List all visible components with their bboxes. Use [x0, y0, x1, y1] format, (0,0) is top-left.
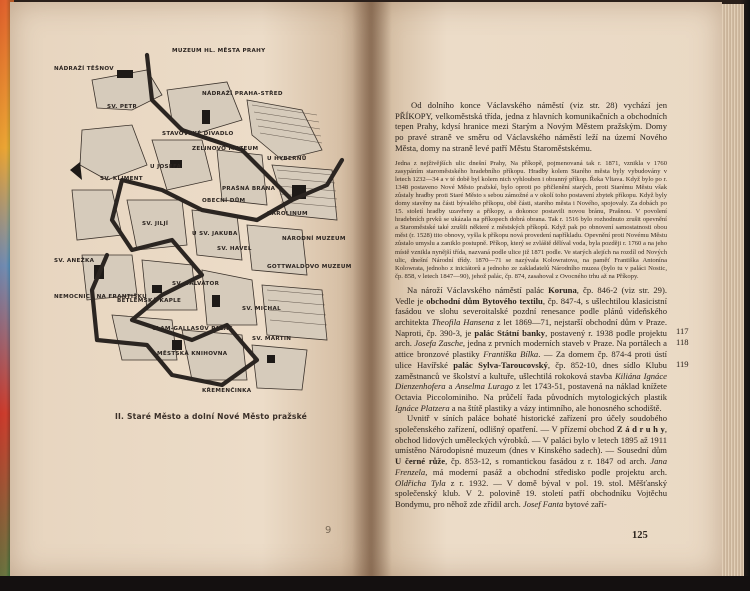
map-block: [262, 285, 327, 340]
map-label: U JOSEFA: [150, 164, 182, 170]
map-label: NÁRODNÍ MUZEUM: [282, 236, 346, 242]
map-label: OBECNÍ DŮM: [202, 198, 246, 204]
map-block: [80, 125, 147, 180]
paragraph-koruna: Na nároží Václavského náměstí palác Koruna, čp. 846-2 (viz str. 29). Vedle je obchodní dům Bytového textilu, čp. 847-4, s ušlechtilou klasicistní fasádou ve slohu severoitalské pozdní renesance podle plánů vídeňského architekta Theofila Hansena z let 1869—71, nejstarší obchodní dům v Praze. Naproti, čp. 390-3, je palác Státní banky, postavený r. 1938 podle projektu arch. Josefa Zasche, jedna z prvních moderních staveb v Praze. Na portálech a attice bronzové plastiky Františka Bílka. — Za domem čp. 874-4 proti ústí ulice Havířské palác Sylva-Taroucovský, čp. 852-10, dnes sídlo Klubu zaměstnanců ve školství a kultuře, ušlechtilá rokoková stavba Kiliána Ignáce Dienzenhofera a Anselma Lurago z let 1743-51, postavená na náklad knížete Octavia Piccolominiho. Na průčelí řada původních mytologických plastik Ignáce Platzera a na štítě plastiky a vázy intimního, ale honosného schodiště.: [395, 284, 667, 413]
map-label: NÁDRAŽÍ TĚŠNOV: [54, 66, 114, 72]
map-label: CLAM-GALLASŮV PALÁC: [152, 326, 233, 332]
margin-number: 118: [676, 337, 689, 347]
map-caption: II. Staré Město a dolní Nové Město pražské: [115, 412, 308, 421]
map-block: [217, 150, 267, 205]
map-label: KŘEMENČINKA: [202, 388, 252, 394]
map-landmark: [212, 295, 220, 307]
paragraph-intro: Od dolního konce Václavského náměstí (viz str. 28) vychází jen PŘÍKOPY, velkoměstská třída, jedna z hlavních komunikačních a obchodních tepen Prahy, kdysí hranice mezi Starým a Novým Městem pražským. Domy po pravé straně ve směru od Václavského náměstí leží na území Nového Města, domy na straně levé patří Městu Staroměstskému.: [395, 100, 667, 153]
map-label: U SV. JAKUBA: [192, 231, 238, 237]
map-label: STAVOVSKÉ DIVADLO: [162, 131, 234, 137]
map-label: PRAŠNÁ BRÁNA: [222, 186, 276, 192]
map-label: SV. SALVÁTOR: [172, 281, 220, 287]
map-block: [202, 270, 257, 325]
map-landmark: [70, 162, 82, 180]
paragraph-small-print: Jedna z nejživějších ulic dnešní Prahy, Na příkopě, pojmenovaná tak r. 1871, vznikla v 1760 zasypáním staroměstského hradebního příkopu. Hradby kolem Starého města byly vybudovány v letech 1232—34 a v té době byl kolem nich vyhlouben i obranný příkop. Řeka Vltava. Když bylo po r. 1348 postaveno Nové Město pražské, bylo oproti po přičlenění starých, proti Starému Městu však zůstaly hradby proti Staré Město s sebou zámožné a v okolí toho postavení zbytek příkopu. Když byly domy stavěny na části bývalého příkopu, obě části, starého města i Nového, spojovaly. Za dobách po 15. století hradby uzavřeny a příkopy, a dokonce postavili novou bránu, Prašnou. V povolení hradebních prvků se ukázala na příkopech dobrá obrana. Tak r. 1516 bylo rozhodnuto zrušit opevnění a Staroměstské také zrušili některé z městských příkopů. Když pak po obnovení samostatnosti obou měst (r. 1528) tito obnovy, vyšla k příkopu nová provedení napříkladu. Opevnění proti Novému Městu zůstalo umyslu a zaniklo postupně. Příkop, který se zvláště dělíval voda, byla později r. 1760 a na jeho místě vznikla nynější třída, nazvaná podle ulice již 1871 podle. Ve starých alejích na rozdíl od Nových ulic, dnešní Národní třídy. 1870—71 se nazývala Kolowratova, na paměť Františka Antonína Kolowrata, jednoho z iniciátorů a jednoho ze zakladatelů Národního muzea (bylo tu v paláci Nostic, čp. 858, v letech 1847—90), jehož palác, čp. 874, zasahoval z Ovocného trhu až na Příkopy.: [395, 159, 667, 280]
map-label: GOTTWALDOVO MUZEUM: [267, 264, 352, 270]
page-number: 125: [632, 530, 648, 541]
map-landmark: [172, 340, 182, 350]
map-landmark: [117, 70, 133, 78]
paragraph-interior: Uvnitř v síních paláce bohaté historické zařízení pro účely soudobého společenského zařízení, odlišný opatření. — V přízemí obchod Z á d r u h y, obchod lidových uměleckých výrobků. — V paláci bylo v letech 1895 až 1911 umístěno Národopisné muzeum (dnes v Kinského sadech). — Sousední dům U černé růže, čp. 853-12, s romantickou fasádou z r. 1847 od arch. Jana Frenzela, má moderní pasáž a obchodní středisko podle projektu arch. Oldřicha Tyla z r. 1932. — V domě býval v pol. 19. stol. Měšťanský společenský klub. V 2. polovině 19. století patří obchodníku Vojtěchu Bondymu, pro něhož zde zřídil arch. Josef Fanta bytové zaří-: [395, 413, 668, 509]
folio-mark: 9: [325, 525, 332, 536]
map-label: SV. MICHAL: [242, 306, 282, 312]
map-label: SV. ANEŽKA: [54, 258, 95, 264]
map-label: U HYBERNŮ: [267, 156, 307, 162]
map-label: SV. JILJÍ: [142, 221, 169, 227]
page-stack-edge: [722, 4, 744, 576]
map-label: SV. PETR: [107, 104, 138, 110]
old-town-map: [52, 40, 352, 400]
map-label: NÁDRAŽÍ PRAHA-STŘED: [202, 91, 283, 97]
bottom-strip: [0, 576, 750, 591]
right-page-text: [395, 100, 667, 510]
map-label: SV. KLIMENT: [100, 176, 143, 182]
margin-number: 117: [676, 326, 689, 336]
margin-number: 119: [676, 359, 689, 369]
map-landmark: [202, 110, 210, 124]
map-label: SV. MARTIN: [252, 336, 292, 342]
map-drawing: [52, 40, 352, 400]
map-landmark: [152, 285, 162, 293]
map-label: MĚSTSKÁ KNIHOVNA: [157, 351, 228, 357]
map-label: NEMOCNICE NA FRANTIŠKU: [54, 294, 147, 300]
map-label: MUZEUM HL. MĚSTA PRAHY: [172, 48, 266, 54]
map-block: [252, 345, 307, 390]
map-label: KAROLINUM: [267, 211, 308, 217]
map-label: SV. HAVEL: [217, 246, 252, 252]
map-landmark: [267, 355, 275, 363]
map-label: BETLÉMSKÁ KAPLE: [117, 298, 182, 304]
map-label: ZELINOVO MUZEUM: [192, 146, 259, 152]
